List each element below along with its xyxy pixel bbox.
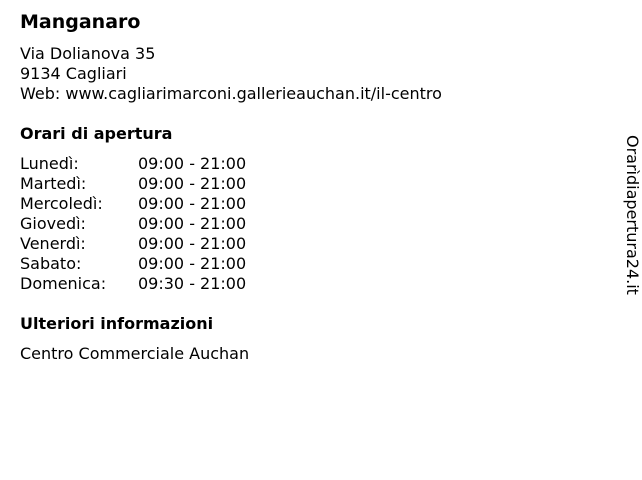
time-range: 09:00 - 21:00: [138, 214, 247, 233]
time-range: 09:30 - 21:00: [138, 274, 247, 293]
store-name: Manganaro: [20, 11, 141, 33]
day-label: Lunedì:: [20, 154, 79, 173]
hours-row-thursday: [20, 214, 280, 234]
website-line: Web: www.cagliarimarconi.gallerieauchan.it/il-centro: [20, 84, 442, 103]
hours-row-monday: [20, 154, 280, 174]
address-city: 9134 Cagliari: [20, 64, 127, 83]
day-label: Mercoledì:: [20, 194, 103, 213]
day-label: Sabato:: [20, 254, 82, 273]
hours-row-wednesday: [20, 194, 280, 214]
time-range: 09:00 - 21:00: [138, 174, 247, 193]
day-label: Giovedì:: [20, 214, 86, 233]
store-address: [20, 44, 442, 104]
time-range: 09:00 - 21:00: [138, 154, 247, 173]
time-range: 09:00 - 21:00: [138, 234, 247, 253]
day-label: Venerdì:: [20, 234, 86, 253]
hours-row-tuesday: [20, 174, 280, 194]
time-range: 09:00 - 21:00: [138, 194, 247, 213]
day-label: Domenica:: [20, 274, 107, 293]
address-street: Via Dolianova 35: [20, 44, 156, 63]
opening-hours-table: [20, 154, 280, 294]
day-label: Martedì:: [20, 174, 87, 193]
additional-info-text: Centro Commerciale Auchan: [20, 344, 250, 363]
hours-row-saturday: [20, 254, 280, 274]
hours-row-friday: [20, 234, 280, 254]
opening-hours-heading: Orari di apertura: [20, 124, 173, 143]
site-watermark: Orarìdiapertura24.it: [623, 135, 642, 295]
hours-row-sunday: [20, 274, 280, 294]
time-range: 09:00 - 21:00: [138, 254, 247, 273]
additional-info-heading: Ulteriori informazioni: [20, 314, 214, 333]
